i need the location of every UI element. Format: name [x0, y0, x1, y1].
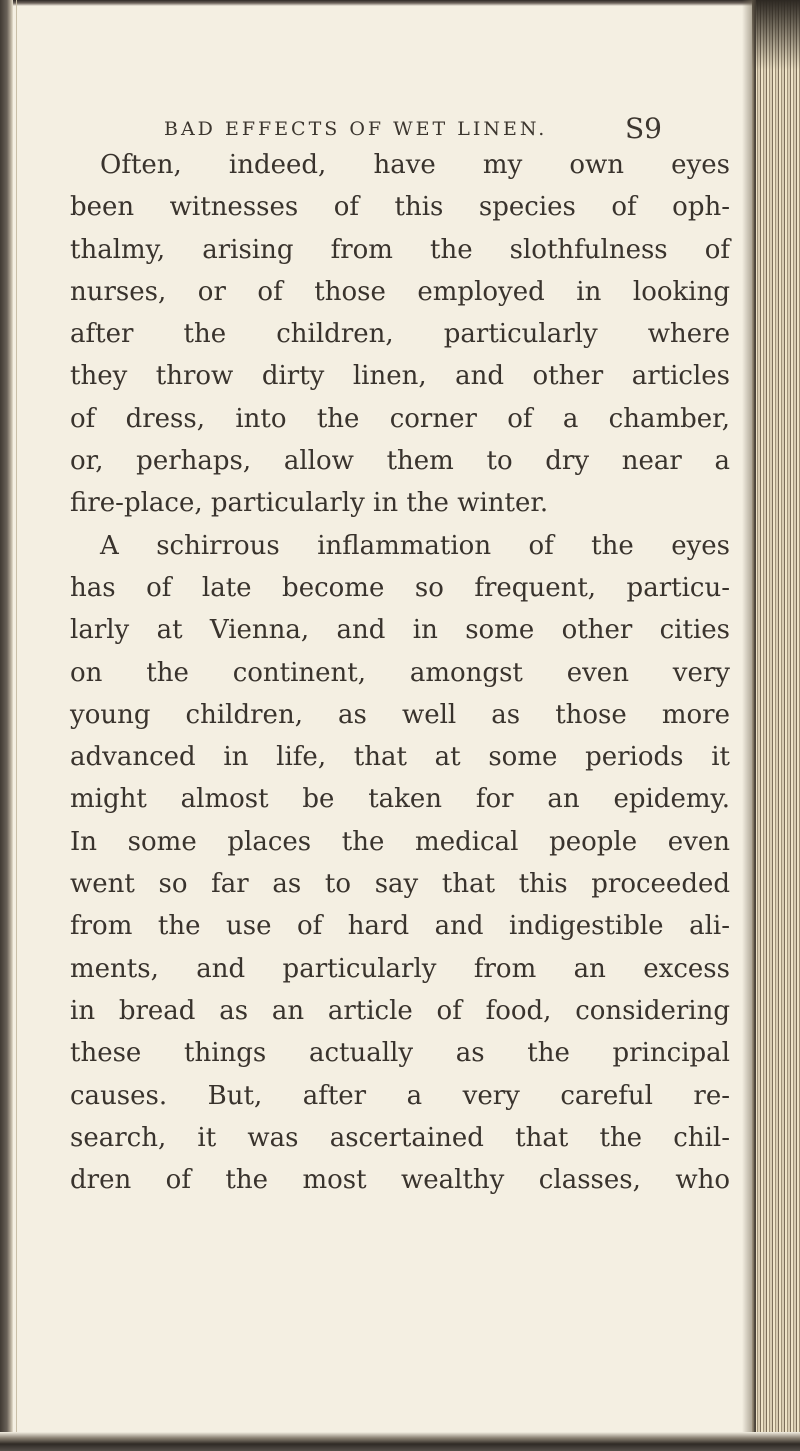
body-text	[70, 144, 730, 1201]
text-line: might almost be taken for an epidemy.	[70, 784, 730, 815]
page-top-edge	[0, 0, 800, 6]
text-line: thalmy, arising from the slothfulness of	[70, 234, 730, 265]
text-line: went so far as to say that this proceeded	[70, 869, 730, 900]
text-line: from the use of hard and indigestible ali-	[70, 911, 730, 942]
page-number: S9	[625, 112, 662, 145]
text-line: causes. But, after a very careful re-	[70, 1080, 730, 1111]
text-line: search, it was ascertained that the chil-	[70, 1122, 730, 1153]
running-head-title: BAD EFFECTS OF WET LINEN.	[164, 118, 548, 140]
page-bottom-edge	[0, 1432, 800, 1451]
text-line: advanced in life, that at some periods it	[70, 742, 730, 773]
book-binding	[0, 0, 13, 1451]
text-line: ments, and particularly from an excess	[70, 953, 730, 984]
text-line: of dress, into the corner of a chamber,	[70, 403, 730, 434]
text-line: dren of the most wealthy classes, who	[70, 1165, 730, 1196]
text-line: Often, indeed, have my own eyes	[100, 150, 730, 180]
text-line: A schirrous inflammation of the eyes	[100, 530, 730, 561]
text-line: larly at Vienna, and in some other cities	[70, 615, 730, 646]
text-line: after the children, particularly where	[70, 319, 730, 350]
text-line: young children, as well as those more	[70, 699, 730, 730]
text-line: these things actually as the principal	[70, 1038, 730, 1069]
fore-edge-shadow	[742, 0, 756, 1451]
text-line: or, perhaps, allow them to dry near a	[70, 446, 730, 477]
text-line: on the continent, amongst even very	[70, 657, 730, 688]
page-fore-edge	[752, 0, 800, 1451]
text-line: In some places the medical people even	[70, 826, 730, 857]
text-line: been witnesses of this species of oph-	[70, 192, 730, 223]
text-line: has of late become so frequent, particu-	[70, 572, 730, 603]
binding-rule	[16, 0, 17, 1451]
text-line: in bread as an article of food, considering	[70, 995, 730, 1026]
fore-edge-shadow-top	[752, 0, 800, 70]
text-line: they throw dirty linen, and other articles	[70, 361, 730, 392]
text-line: fire-place, particularly in the winter.	[70, 488, 549, 519]
text-line: nurses, or of those employed in looking	[70, 276, 730, 307]
